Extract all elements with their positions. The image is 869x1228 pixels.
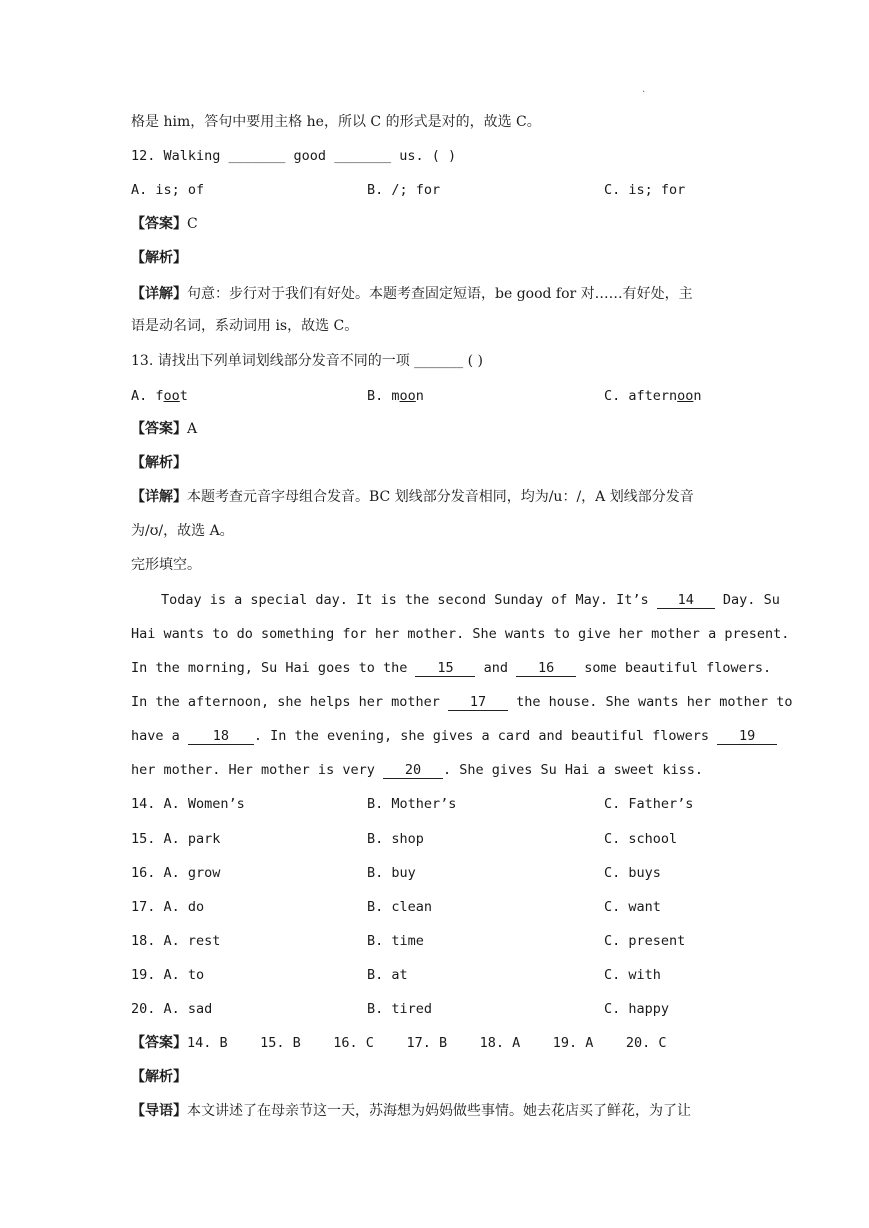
- blank-19: 19: [717, 728, 777, 745]
- section-title: 完形填空。: [131, 557, 201, 573]
- detail-tag: 【详解】: [131, 489, 187, 505]
- q12-answer: [131, 214, 198, 234]
- text: her mother. Her mother is very: [131, 762, 383, 778]
- passage-line-5: [131, 726, 777, 746]
- option-19-b: B. at: [367, 967, 408, 983]
- q12-analysis-tag: 【解析】: [131, 250, 187, 266]
- q13-detail-2: 为/ʊ/，故选 A。: [131, 523, 234, 539]
- option-20-a: 20. A. sad: [131, 1001, 213, 1017]
- passage-line-6: [131, 760, 703, 780]
- blank-20: 20: [383, 762, 443, 779]
- text: some beautiful flowers.: [576, 660, 772, 676]
- answer-value: 14. B 15. B 16. C 17. B 18. A 19. A 20. C: [187, 1035, 667, 1051]
- underlined-part: oo: [163, 388, 180, 404]
- page-dot: .: [642, 84, 646, 95]
- q12-option-b: B. /; for: [367, 182, 441, 198]
- detail-text: 本题考查元音字母组合发音。BC 划线部分发音相同，均为/u：/，A 划线部分发音: [187, 489, 694, 505]
- guide-line: [131, 1101, 691, 1121]
- option-14-b: B. Mother’s: [367, 796, 457, 812]
- blank-16: 16: [516, 660, 576, 677]
- option-17-c: C. want: [604, 899, 661, 915]
- answer-value: A: [187, 421, 198, 437]
- option-15-c: C. school: [604, 831, 678, 847]
- answer-tag: 【答案】: [131, 421, 187, 437]
- q13-analysis-tag: 【解析】: [131, 455, 187, 471]
- option-20-b: B. tired: [367, 1001, 433, 1017]
- underlined-part: oo: [399, 388, 416, 404]
- q12-option-a: A. is; of: [131, 182, 205, 198]
- text: have a: [131, 728, 188, 744]
- guide-tag: 【导语】: [131, 1103, 187, 1119]
- underlined-part: oo: [677, 388, 694, 404]
- q13-option-a: [131, 386, 188, 406]
- detail-text: 句意：步行对于我们有好处。本题考查固定短语，be good for 对……有好处，主: [187, 286, 693, 302]
- text: C. aftern: [604, 388, 678, 404]
- q13-answer: [131, 419, 197, 439]
- text: n: [415, 388, 424, 404]
- text: . She gives Su Hai a sweet kiss.: [442, 762, 704, 778]
- detail-tag: 【详解】: [131, 286, 187, 302]
- q12-detail-1: [131, 284, 693, 304]
- option-17-a: 17. A. do: [131, 899, 205, 915]
- passage-line-3: [131, 658, 771, 678]
- answer-tag: 【答案】: [131, 1035, 187, 1051]
- option-14-c: C. Father’s: [604, 796, 694, 812]
- text: B. m: [367, 388, 400, 404]
- option-18-b: B. time: [367, 933, 424, 949]
- q12-stem: 12. Walking _______ good _______ us. ( ): [131, 148, 457, 164]
- option-16-c: C. buys: [604, 865, 661, 881]
- text: Day. Su: [714, 592, 780, 608]
- option-19-c: C. with: [604, 967, 661, 983]
- answer-value: C: [187, 216, 198, 232]
- q13-option-b: [367, 386, 424, 406]
- text: t: [179, 388, 188, 404]
- continued-explanation: 格是 him，答句中要用主格 he，所以 C 的形式是对的，故选 C。: [131, 114, 541, 130]
- blank-14: 14: [657, 592, 715, 609]
- passage-line-1: [161, 590, 780, 610]
- text: Today is a special day. It is the second Sunday of May. It’s: [161, 592, 657, 608]
- q13-option-c: [604, 386, 702, 406]
- option-19-a: 19. A. to: [131, 967, 205, 983]
- q13-stem: 13. 请找出下列单词划线部分发音不同的一项 _______ ( ): [131, 353, 483, 369]
- text: and: [475, 660, 517, 676]
- answer-tag: 【答案】: [131, 216, 187, 232]
- q13-detail-1: [131, 487, 694, 507]
- blank-15: 15: [415, 660, 475, 677]
- text: In the afternoon, she helps her mother: [131, 694, 448, 710]
- q12-detail-2: 语是动名词，系动词用 is，故选 C。: [131, 318, 359, 334]
- blank-17: 17: [448, 694, 508, 711]
- text: A. f: [131, 388, 164, 404]
- passage-line-2: Hai wants to do something for her mother. She wants to give her mother a present.: [131, 626, 790, 642]
- option-15-a: 15. A. park: [131, 831, 221, 847]
- text: the house. She wants her mother to: [507, 694, 793, 710]
- passage-line-4: [131, 692, 792, 712]
- option-15-b: B. shop: [367, 831, 424, 847]
- text: n: [693, 388, 702, 404]
- blank-18: 18: [188, 728, 254, 745]
- option-16-b: B. buy: [367, 865, 416, 881]
- text: . In the evening, she gives a card and beautiful flowers: [253, 728, 718, 744]
- guide-text: 本文讲述了在母亲节这一天，苏海想为妈妈做些事情。她去花店买了鲜花，为了让: [187, 1103, 691, 1119]
- option-20-c: C. happy: [604, 1001, 670, 1017]
- option-16-a: 16. A. grow: [131, 865, 221, 881]
- option-18-c: C. present: [604, 933, 686, 949]
- text: In the morning, Su Hai goes to the: [131, 660, 416, 676]
- cloze-answer: [131, 1033, 667, 1053]
- cloze-analysis-tag: 【解析】: [131, 1069, 187, 1085]
- option-14-a: 14. A. Women’s: [131, 796, 245, 812]
- q12-option-c: C. is; for: [604, 182, 686, 198]
- option-17-b: B. clean: [367, 899, 433, 915]
- option-18-a: 18. A. rest: [131, 933, 221, 949]
